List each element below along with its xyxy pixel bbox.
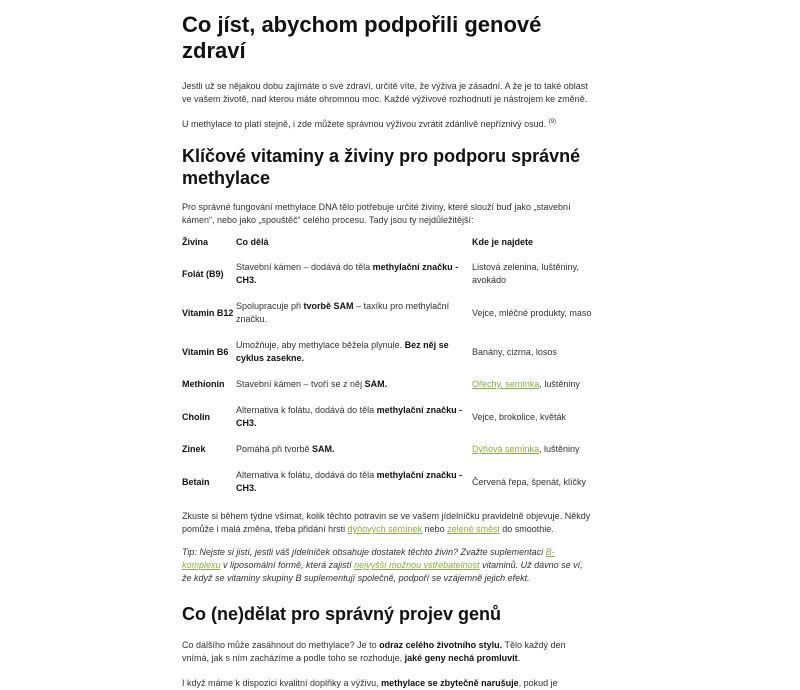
nutrient-function: Alternativa k folátu, dodává do těla methylační značku -CH3. <box>236 470 463 493</box>
section-heading-nutrients: Klíčové vitaminy a živiny pro podporu správné methylace <box>182 146 581 188</box>
article <box>182 0 592 690</box>
intro-paragraph-2: U methylace to platí stejně, i zde můžete správnou výživou zvrátit zdánlivě nepříznivý osud. $^{(9)}$ <box>182 119 557 129</box>
nutrient-name: Folát (B9) <box>182 268 224 279</box>
nutrient-name: Vitamin B6 <box>182 346 229 357</box>
reference-marker: (9) <box>548 119 557 125</box>
after-table-paragraph: Zkuste si během týdne všímat, kolik těchto potravin se ve vašem jídelníčku pravidelně objevuje. Někdy pomůže i malá změna, třeba přidání hrsti dýňových semínek nebo zelené směsi do smoothie. <box>182 511 591 534</box>
nutrient-function: Stavební kámen – tvoří se z něj SAM. <box>236 379 388 389</box>
nutrient-function: Umožňuje, aby methylace běžela plynule. Bez něj se cyklus zasekne. <box>236 340 449 363</box>
table-header-row <box>182 237 592 261</box>
b-complex-link[interactable]: B-komplexu <box>182 547 555 570</box>
nutrient-name: Vitamin B12 <box>182 307 234 318</box>
nutrient-name: Methionin <box>182 379 225 389</box>
nutrient-name: Cholin <box>182 411 210 422</box>
section-heading-lifestyle: Co (ne)dělat pro správný projev genů <box>182 604 502 624</box>
nutrient-function: Alternativa k folátu, dodává do těla methylační značku -CH3. <box>236 405 463 428</box>
table-row <box>182 261 592 300</box>
nuts-seeds-link[interactable]: Ořechy, semínka <box>472 379 540 389</box>
pumpkin-seeds-link[interactable]: Dýňová semínka <box>472 444 540 454</box>
lifestyle-paragraph: Co dalšího může zasáhnout do methylace? Je to odraz celého životního stylu. Tělo každý den vnímá, jak s ním zacházíme a podle toho se rozhoduje, jaké geny nechá promluvit. <box>182 640 566 663</box>
column-header-nutrient: Živina <box>182 237 209 247</box>
column-header-function: Co dělá <box>236 237 269 247</box>
table-row <box>182 404 592 443</box>
nutrient-function: Spolupracuje při tvorbě SAM – taxíku pro methylační značku. <box>236 301 450 324</box>
pumpkin-seeds-inline-link[interactable]: dýňových semínek <box>347 524 423 534</box>
nutrient-sources: Červená řepa, špenát, klíčky <box>472 476 587 487</box>
table-row <box>182 469 592 508</box>
table-row <box>182 339 592 378</box>
nutrient-sources: Vejce, mléčné produkty, maso <box>472 307 592 318</box>
nutrient-function: Stavební kámen – dodává do těla methylační značku -CH3. <box>236 262 459 285</box>
nutrient-sources: Ořechy, semínka, luštěniny <box>472 379 580 389</box>
supplements-paragraph: I když máme k dispozici kvalitní doplňky a výživu, methylace se zbytečně narušuje, pokud je <box>182 678 558 688</box>
nutrient-sources: Dýňová semínka, luštěniny <box>472 444 580 454</box>
nutrient-name: Zinek <box>182 444 206 454</box>
column-header-sources: Kde je najdete <box>472 237 534 247</box>
lead-paragraph: Pro správné fungování methylace DNA tělo potřebuje určité živiny, které slouží buď jako „stavební kámen“, nebo jako „spouštěč“ celého procesu. Tady jsou ty nejdůležitější: <box>182 202 571 225</box>
table-row <box>182 300 592 339</box>
table-row <box>182 378 592 404</box>
nutrient-function: Pomáhá při tvorbě SAM. <box>236 444 335 454</box>
green-mix-link[interactable]: zelené směsi <box>447 524 500 534</box>
table-row <box>182 443 592 469</box>
absorbability-link[interactable]: nejvyšší možnou vstřebatelnost <box>354 560 480 570</box>
tip-paragraph: Tip: Nejste si jistí, jestli váš jídelníček obsahuje dostatek těchto živin? Zvažte suplementaci B-komplexu v liposomální formě, která zajistí nejvyšší možnou vstřebatelnost vitaminů. Už dávno se ví, že když se vitaminy skupiny B suplementují společně, podpoří se vzájemně jejich efekt. <box>182 547 583 583</box>
page-title: Co jíst, abychom podpořili genové zdraví <box>182 12 542 63</box>
nutrients-table <box>182 237 592 508</box>
nutrient-sources: Banány, cizrna, losos <box>472 346 557 357</box>
intro-paragraph-1: Jestli už se nějakou dobu zajímáte o své zdraví, určitě víte, že výživa je zásadní. A že je to také oblast ve vašem životě, nad kterou máte ohromnou moc. Každé výživové rozhodnutí je nástrojem ke změně. <box>182 81 588 104</box>
nutrient-sources: Listová zelenina, luštěniny, avokádo <box>472 262 579 285</box>
nutrient-sources: Vejce, brokolice, květák <box>472 411 567 422</box>
nutrient-name: Betain <box>182 476 210 487</box>
